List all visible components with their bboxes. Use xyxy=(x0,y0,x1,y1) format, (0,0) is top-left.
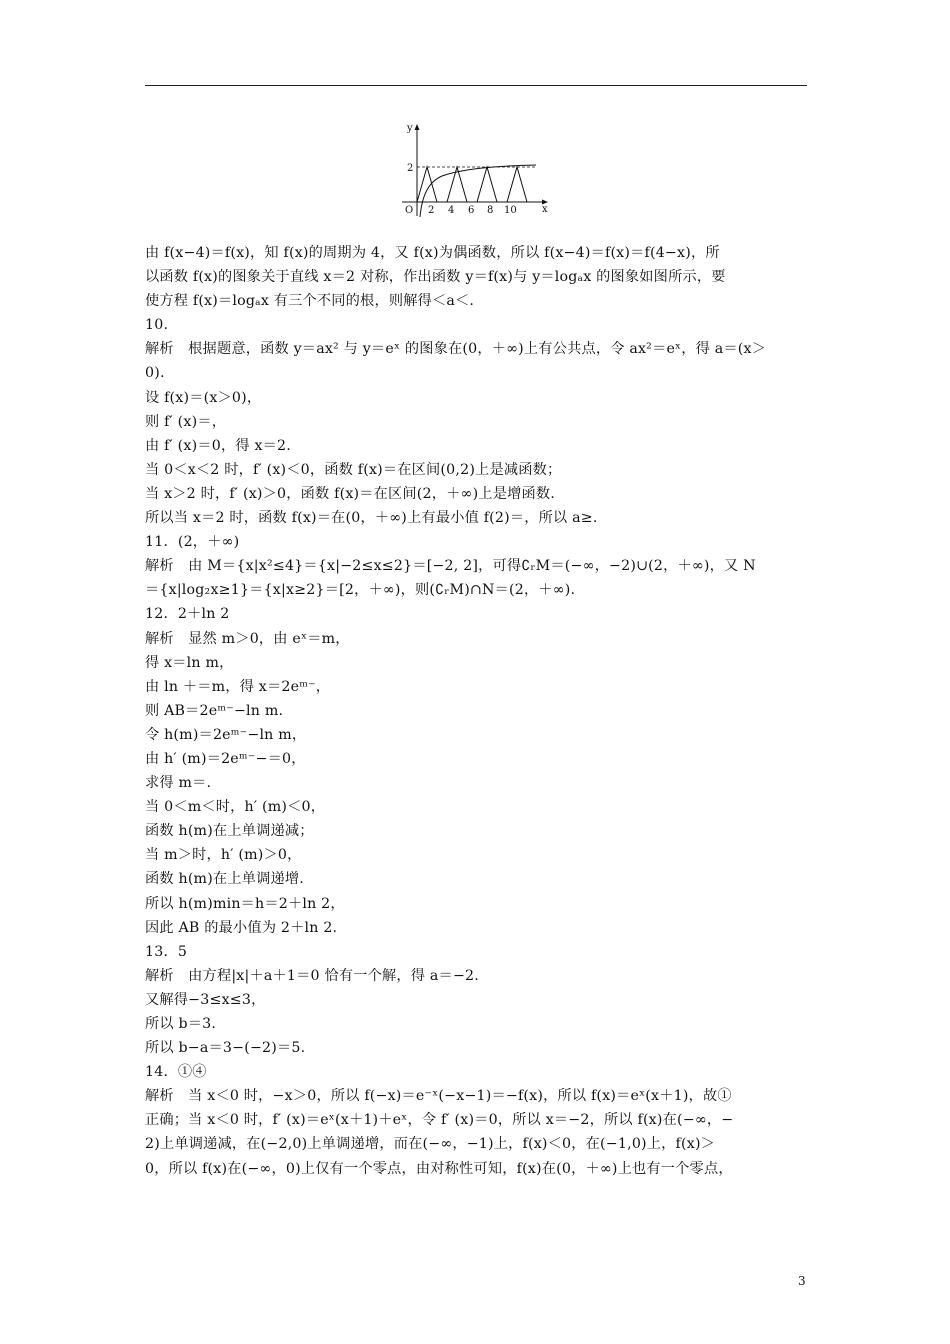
text-line: 则 f′ (x)＝， xyxy=(145,413,227,430)
x-tick-label: 8 xyxy=(487,205,494,216)
y-tick-label: 2 xyxy=(407,163,414,174)
text-line: 2)上单调递减，在(−2,0)上单调递增，而在(−∞，−1)上，f(x)＜0，在(−1,0)上，f(x)＞ xyxy=(145,1136,716,1153)
text-line: 由 h′ (m)＝2eᵐ⁻−＝0， xyxy=(145,750,306,767)
question-answer: 14．①④ xyxy=(145,1064,207,1081)
function-graph xyxy=(396,116,556,220)
text-line: 令 h(m)＝2eᵐ⁻−ln m， xyxy=(145,726,307,743)
axis-x-label: x xyxy=(542,204,548,215)
text-line: 函数 h(m)在上单调递增. xyxy=(145,871,304,888)
text-line: 解析 显然 m＞0，由 eˣ＝m， xyxy=(145,630,350,647)
text-line: 当 0＜x＜2 时，f′ (x)＜0，函数 f(x)＝在区间(0,2)上是减函数； xyxy=(145,461,562,478)
text-line: 因此 AB 的最小值为 2＋ln 2. xyxy=(145,919,338,936)
question-answer: 12．2＋ln 2 xyxy=(145,606,230,623)
origin-label: O xyxy=(405,205,414,216)
text-line: 由 f′ (x)＝0，得 x＝2. xyxy=(145,437,291,454)
text-line: 则 AB＝2eᵐ⁻−ln m. xyxy=(145,702,284,719)
text-line: 求得 m＝. xyxy=(145,775,212,792)
text-line: 所以 b＝3. xyxy=(145,1016,217,1032)
text-line: 当 0＜m＜时，h′ (m)＜0， xyxy=(145,799,326,816)
text-line: 解析 根据题意，函数 y＝ax² 与 y＝eˣ 的图象在(0，＋∞)上有公共点，令 ax²＝eˣ，得 a＝(x＞ xyxy=(145,341,767,358)
text-line: 所以当 x＝2 时，函数 f(x)＝在(0，＋∞)上有最小值 f(2)＝，所以 a≥. xyxy=(145,510,598,527)
text-line: 解析 当 x＜0 时，−x＞0，所以 f(−x)＝e⁻ˣ(−x−1)＝−f(x)，所以 f(x)＝eˣ(x＋1)，故① xyxy=(145,1088,732,1105)
text-line: ＝{x|log₂x≥1}＝{x|x≥2}＝[2，＋∞)，则(∁ᵣM)∩N＝(2，＋∞). xyxy=(145,582,576,599)
text-line: 解析 由方程|x|＋a＋1＝0 恰有一个解，得 a＝−2. xyxy=(145,967,479,984)
text-line: 以函数 f(x)的图象关于直线 x＝2 对称，作出函数 y＝f(x)与 y＝logₐx 的图象如图所示，要 xyxy=(145,269,726,286)
question-answer: 11．(2，＋∞) xyxy=(145,534,240,551)
function-graph-figure xyxy=(396,116,556,220)
text-line: 设 f(x)＝(x＞0)， xyxy=(145,389,262,406)
x-tick-label: 10 xyxy=(504,205,517,216)
text-line: 0，所以 f(x)在(−∞，0)上仅有一个零点，由对称性可知，f(x)在(0，＋∞)上也有一个零点， xyxy=(145,1160,733,1177)
text-line: 使方程 f(x)＝logₐx 有三个不同的根，则解得＜a＜. xyxy=(145,293,475,310)
page-number: 3 xyxy=(798,1274,806,1288)
text-line: 得 x＝ln m， xyxy=(145,654,234,671)
text-line: 函数 h(m)在上单调递减； xyxy=(145,823,314,840)
question-answer: 13．5 xyxy=(145,943,188,960)
text-line: 又解得−3≤x≤3， xyxy=(145,991,266,1008)
text-line: 当 x＞2 时，f′ (x)＞0，函数 f(x)＝在区间(2，＋∞)上是增函数. xyxy=(145,485,555,502)
x-tick-label: 4 xyxy=(448,205,455,216)
question-number: 10. xyxy=(145,317,169,334)
text-line: 由 f(x−4)＝f(x)，知 f(x)的周期为 4，又 f(x)为偶函数，所以 f(x−4)＝f(x)＝f(4−x)，所 xyxy=(145,245,720,261)
text-line: 所以 b−a＝3−(−2)＝5. xyxy=(145,1040,306,1057)
text-line: 解析 由 M＝{x|x²≤4}＝{x|−2≤x≤2}＝[−2, 2]，可得∁ᵣM＝(−∞，−2)∪(2，＋∞)，又 N xyxy=(145,558,756,575)
text-line: 当 m＞时，h′ (m)＞0， xyxy=(145,847,302,864)
text-line: 所以 h(m)min＝h＝2＋ln 2， xyxy=(145,895,345,912)
header-rule xyxy=(145,85,807,86)
text-line: 正确；当 x＜0 时，f′ (x)＝eˣ(x＋1)＋eˣ，令 f′ (x)＝0，所以 x＝−2，所以 f(x)在(−∞，− xyxy=(145,1112,734,1129)
x-tick-label: 2 xyxy=(428,205,435,216)
x-tick-label: 6 xyxy=(468,205,475,216)
text-line: 由 ln ＋＝m，得 x＝2eᵐ⁻， xyxy=(145,678,331,695)
axis-y-label: y xyxy=(407,123,413,134)
solution-text xyxy=(145,241,810,1181)
text-line: 0). xyxy=(145,365,165,382)
